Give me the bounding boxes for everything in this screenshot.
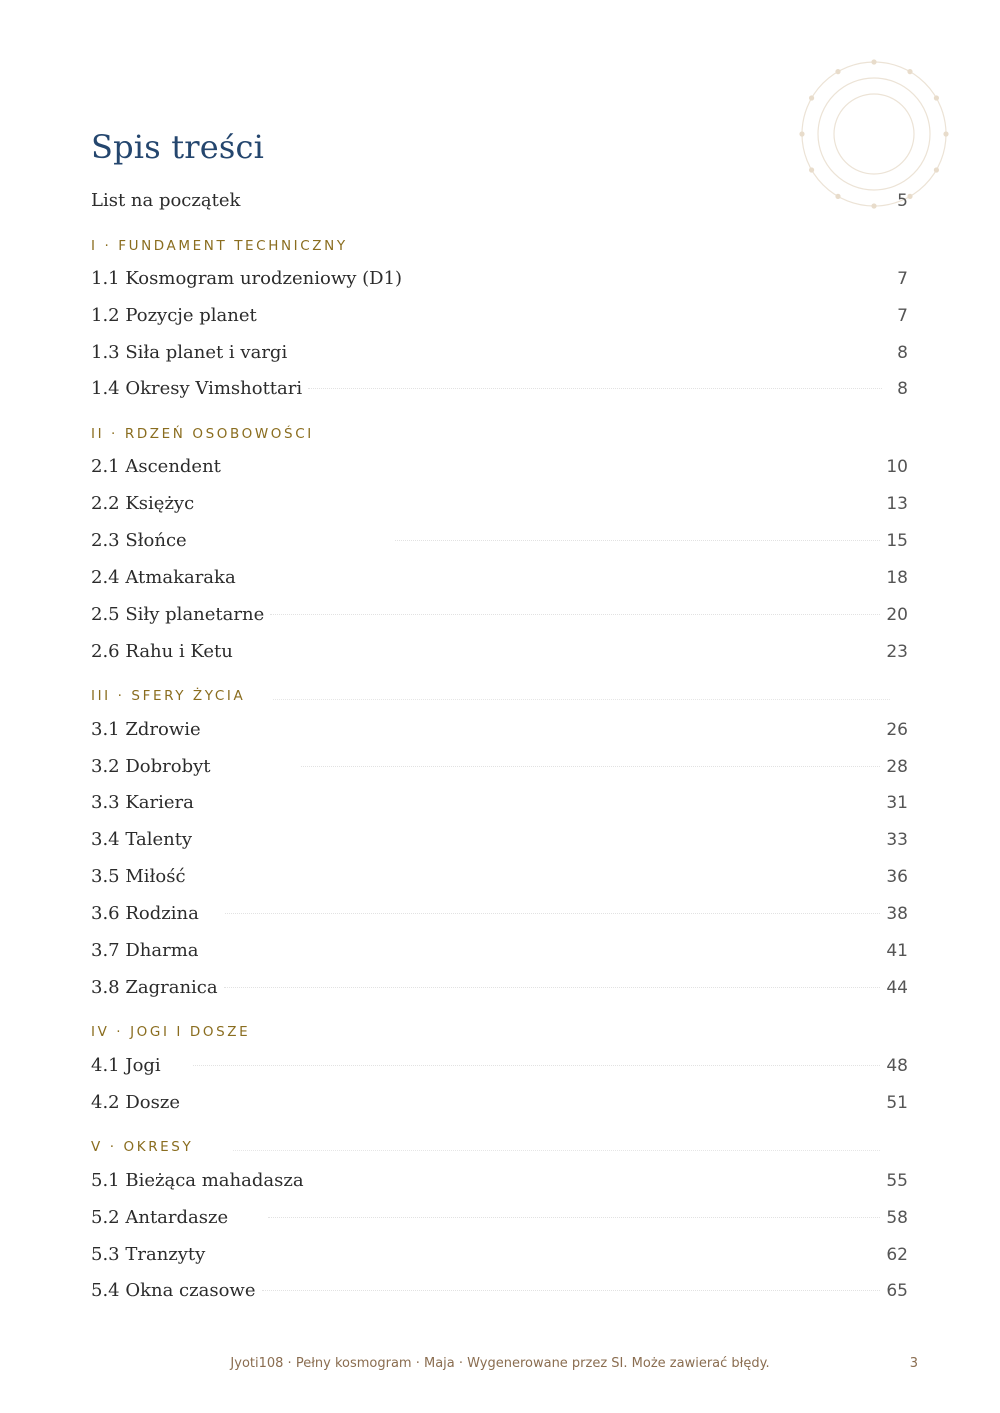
toc-leader xyxy=(246,200,882,201)
toc-entry-page: 7 xyxy=(897,306,908,326)
toc-entry[interactable] xyxy=(91,374,908,404)
toc-leader xyxy=(224,987,881,988)
toc-entry-page: 38 xyxy=(886,904,908,924)
toc-entry-page: 51 xyxy=(886,1093,908,1113)
toc-entry[interactable] xyxy=(91,788,908,818)
toc-entry-label: 2.1 Ascendent xyxy=(91,456,221,477)
page-title: Spis treści xyxy=(91,128,265,166)
toc-entry-label: 5.3 Tranzyty xyxy=(91,1244,206,1265)
toc-entry-page: 18 xyxy=(886,568,908,588)
toc-entry-label: 3.1 Zdrowie xyxy=(91,719,201,740)
toc-entry-page: 8 xyxy=(897,379,908,399)
toc-entry[interactable] xyxy=(91,752,908,782)
toc-entry-page: 8 xyxy=(897,343,908,363)
footer-text: Jyoti108 · Pełny kosmogram · Maja · Wygenerowane przez SI. Może zawierać błędy. xyxy=(230,1356,770,1371)
toc-entry-label: 4.2 Dosze xyxy=(91,1092,180,1113)
toc-entry-label: 4.1 Jogi xyxy=(91,1055,161,1076)
toc-leader xyxy=(207,729,881,730)
page-footer xyxy=(0,1356,1000,1376)
toc-entry-page: 31 xyxy=(886,793,908,813)
toc-entry-label: 3.2 Dobrobyt xyxy=(91,756,211,777)
toc-entry-label: 2.4 Atmakaraka xyxy=(91,567,236,588)
toc-entry-label: 1.3 Siła planet i vargi xyxy=(91,342,288,363)
section-heading-3: III · SFERY ŻYCIA xyxy=(91,686,908,706)
toc-leader xyxy=(262,1290,881,1291)
toc-leader xyxy=(263,315,882,316)
toc-entry-label: 3.8 Zagranica xyxy=(91,977,218,998)
toc-entry-page: 20 xyxy=(886,605,908,625)
toc-leader xyxy=(192,876,881,877)
toc-leader xyxy=(200,503,880,504)
toc-entry-page: 26 xyxy=(886,720,908,740)
toc-entry[interactable] xyxy=(91,264,908,294)
toc-entry[interactable] xyxy=(91,452,908,482)
toc-entry-label: 1.4 Okresy Vimshottari xyxy=(91,378,303,399)
toc-entry[interactable] xyxy=(91,1051,908,1081)
toc-entry-label: 2.2 Księżyc xyxy=(91,493,195,514)
toc-entry[interactable] xyxy=(91,973,908,1003)
toc-leader xyxy=(308,388,882,389)
toc-entry-page: 15 xyxy=(886,531,908,551)
toc-entry-label: 2.3 Słońce xyxy=(91,530,187,551)
toc-entry[interactable] xyxy=(91,526,908,556)
toc-entry[interactable] xyxy=(91,637,908,667)
section-heading-2: II · RDZEŃ OSOBOWOŚCI xyxy=(91,426,314,442)
toc-entry[interactable] xyxy=(91,1276,908,1306)
toc-leader xyxy=(193,1065,881,1066)
toc-entry-page: 58 xyxy=(886,1208,908,1228)
toc-entry[interactable] xyxy=(91,936,908,966)
toc-entry[interactable] xyxy=(91,1088,908,1118)
toc-entry[interactable] xyxy=(91,1203,908,1233)
toc-entry-page: 10 xyxy=(886,457,908,477)
toc-entry-page: 55 xyxy=(886,1171,908,1191)
toc-entry-label: 1.1 Kosmogram urodzeniowy (D1) xyxy=(91,268,403,289)
toc-entry-label: 3.5 Miłość xyxy=(91,866,186,887)
toc-leader xyxy=(268,1217,880,1218)
toc-entry-label: 3.4 Talenty xyxy=(91,829,193,850)
toc-entry[interactable] xyxy=(91,489,908,519)
toc-leader xyxy=(395,540,881,541)
toc-entry[interactable] xyxy=(91,600,908,630)
toc-entry-page: 28 xyxy=(886,757,908,777)
toc-entry-label: 1.2 Pozycje planet xyxy=(91,305,257,326)
toc-leader xyxy=(408,278,882,279)
toc-entry[interactable] xyxy=(91,338,908,368)
toc-entry-page: 62 xyxy=(886,1245,908,1265)
toc-leader xyxy=(227,466,880,467)
toc-entry-label: 5.2 Antardasze xyxy=(91,1207,229,1228)
toc-entry-page: 41 xyxy=(886,941,908,961)
toc-leader xyxy=(242,577,881,578)
toc-leader xyxy=(198,839,880,840)
toc-leader xyxy=(301,766,881,767)
section-heading-4: IV · JOGI I DOSZE xyxy=(91,1024,251,1040)
section-heading-1: I · FUNDAMENT TECHNICZNY xyxy=(91,238,348,254)
toc-leader xyxy=(270,614,880,615)
toc-entry-page: 5 xyxy=(897,191,908,211)
toc-entry-page: 65 xyxy=(886,1281,908,1301)
toc-leader xyxy=(310,1180,881,1181)
toc-entry[interactable] xyxy=(91,563,908,593)
toc-entry[interactable] xyxy=(91,1166,908,1196)
footer-page-number: 3 xyxy=(909,1356,918,1371)
toc-entry-page: 13 xyxy=(886,494,908,514)
toc-entry[interactable] xyxy=(91,825,908,855)
toc-leader xyxy=(225,913,881,914)
toc-entry[interactable] xyxy=(91,899,908,929)
toc-entry-label: 3.6 Rodzina xyxy=(91,903,199,924)
toc-entry-page: 48 xyxy=(886,1056,908,1076)
toc-entry[interactable] xyxy=(91,862,908,892)
toc-entry-page: 7 xyxy=(897,269,908,289)
toc-entry-label: List na początek xyxy=(91,190,241,211)
toc-leader xyxy=(211,1254,880,1255)
toc-entry-label: 2.6 Rahu i Ketu xyxy=(91,641,233,662)
section-heading-5: V · OKRESY xyxy=(91,1137,908,1157)
toc-leader xyxy=(205,950,881,951)
toc-entry-page: 33 xyxy=(886,830,908,850)
toc-entry-page: 44 xyxy=(886,978,908,998)
toc-leader xyxy=(239,651,880,652)
toc-entry-label: 2.5 Siły planetarne xyxy=(91,604,265,625)
toc-entry-label: 3.7 Dharma xyxy=(91,940,199,961)
toc-entry[interactable] xyxy=(91,715,908,745)
toc-leader xyxy=(293,352,882,353)
toc-entry-label: 3.3 Kariera xyxy=(91,792,194,813)
toc-entry-page: 36 xyxy=(886,867,908,887)
toc-leader xyxy=(186,1102,880,1103)
toc-entry-intro[interactable] xyxy=(91,186,908,216)
toc-entry-label: 5.1 Bieżąca mahadasza xyxy=(91,1170,304,1191)
toc-entry-page: 23 xyxy=(886,642,908,662)
toc-entry[interactable] xyxy=(91,301,908,331)
toc-entry-label: 5.4 Okna czasowe xyxy=(91,1280,256,1301)
toc-entry[interactable] xyxy=(91,1240,908,1270)
toc-leader xyxy=(200,802,880,803)
